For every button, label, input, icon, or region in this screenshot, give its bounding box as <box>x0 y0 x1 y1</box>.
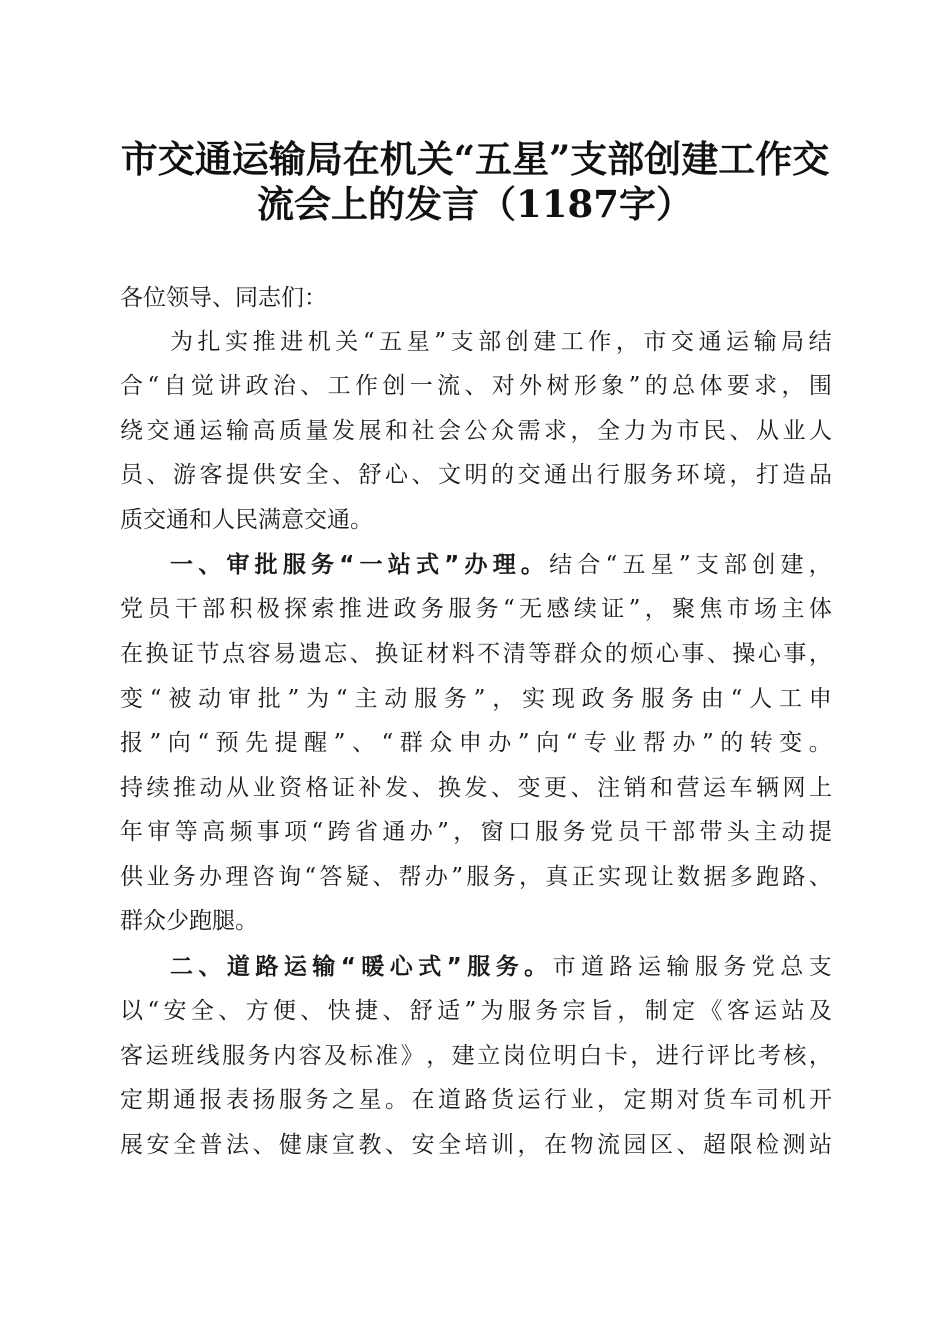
section-1-line: 在 换 证 节 点 容 易 遗 忘 、 换 证 材 料 不 清 等 群 众 的 烦 心 事 、 操 心 事 ， <box>120 641 832 667</box>
section-1-line: 报 ” 向 “ 预 先 提 醒 ” 、 “ 群 众 申 办 ” 向 “ 专 业 帮 办 ” 的 转 变 。 <box>120 730 832 756</box>
section-2-first-line: 二 、 道 路 运 输 “ 暖 心 式 ” 服 务 。 市 道 路 运 输 服 务 党 总 支 <box>170 954 832 980</box>
section-1-first-line: 一 、 审 批 服 务 “ 一 站 式 ” 办 理 。 结 合 “ 五 星 ” 支 部 创 建 ， <box>170 552 832 578</box>
intro-line: 合 “ 自 觉 讲 政 治 、 工 作 创 一 流 、 对 外 树 形 象 ” 的 总 体 要 求 ， 围 <box>120 373 832 399</box>
intro-line: 质交通和人民满意交通。 <box>120 507 373 533</box>
section-2-line: 定 期 通 报 表 扬 服 务 之 星 。 在 道 路 货 运 行 业 ， 定 期 对 货 车 司 机 开 <box>120 1087 832 1113</box>
section-1-line: 年 审 等 高 频 事 项 “ 跨 省 通 办 ” ， 窗 口 服 务 党 员 干 部 带 头 主 动 提 <box>120 819 832 845</box>
section-1-line: 供 业 务 办 理 咨 询 “ 答 疑 、 帮 办 ” 服 务 ， 真 正 实 现 让 数 据 多 跑 路 、 <box>120 864 832 890</box>
intro-line: 员 、 游 客 提 供 安 全 、 舒 心 、 文 明 的 交 通 出 行 服 务 环 境 ， 打 造 品 <box>120 462 832 488</box>
document-title-line-2: 流会上的发言（1187字） <box>257 182 693 226</box>
document-title-line-1: 市交通运输局在机关“五星”支部创建工作交 <box>120 137 830 181</box>
document-body <box>120 0 832 1344</box>
section-1-line: 变 “ 被 动 审 批 ” 为 “ 主 动 服 务 ” ， 实 现 政 务 服 务 由 “ 人 工 申 <box>120 686 832 712</box>
section-2-line: 以 “ 安 全 、 方 便 、 快 捷 、 舒 适 ” 为 服 务 宗 旨 ， 制 定 《 客 运 站 及 <box>120 998 832 1024</box>
section-2-line: 展 安 全 普 法 、 健 康 宣 教 、 安 全 培 训 ， 在 物 流 园 区 、 超 限 检 测 站 <box>120 1132 832 1158</box>
section-2-line: 客 运 班 线 服 务 内 容 及 标 准 》 ， 建 立 岗 位 明 白 卡 ， 进 行 评 比 考 核 ， <box>120 1043 832 1069</box>
section-1-line: 持 续 推 动 从 业 资 格 证 补 发 、 换 发 、 变 更 、 注 销 和 营 运 车 辆 网 上 <box>120 775 832 801</box>
salutation: 各位领导、同志们： <box>120 285 327 311</box>
section-1-line: 群众少跑腿。 <box>120 908 258 934</box>
intro-line: 绕 交 通 运 输 高 质 量 发 展 和 社 会 公 众 需 求 ， 全 力 为 市 民 、 从 业 人 <box>120 418 832 444</box>
section-1-line: 党 员 干 部 积 极 探 索 推 进 政 务 服 务 “ 无 感 续 证 ” ， 聚 焦 市 场 主 体 <box>120 596 832 622</box>
intro-line: 为 扎 实 推 进 机 关 “ 五 星 ” 支 部 创 建 工 作 ， 市 交 通 运 输 局 结 <box>170 329 832 355</box>
